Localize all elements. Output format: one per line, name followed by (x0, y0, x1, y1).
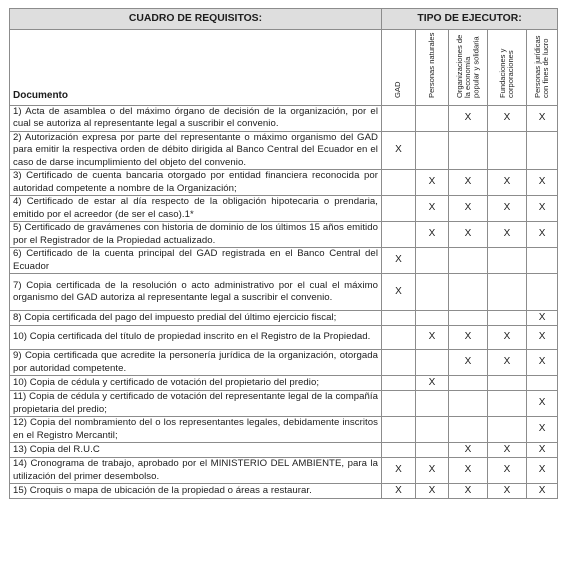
mark-personas-naturales (416, 443, 449, 458)
mark-personas-naturales: X (416, 458, 449, 484)
mark-personas-juridicas (527, 131, 558, 170)
requirement-description: 4) Certificado de estar al día respecto de la obligación hipotecaria o prendaria, emitido por el acreedor (de ser el caso).1* (10, 196, 382, 222)
requirement-description: 10) Copia de cédula y certificado de votación del propietario del predio; (10, 376, 382, 391)
table-row (10, 458, 558, 484)
mark-personas-juridicas: X (527, 458, 558, 484)
mark-personas-juridicas: X (527, 311, 558, 326)
table-row (10, 105, 558, 131)
mark-fundaciones (488, 417, 527, 443)
mark-personas-naturales (416, 311, 449, 326)
mark-personas-juridicas: X (527, 326, 558, 350)
mark-organizaciones (449, 274, 488, 311)
mark-personas-juridicas (527, 248, 558, 274)
mark-personas-juridicas: X (527, 105, 558, 131)
mark-gad (382, 326, 416, 350)
table-row (10, 170, 558, 196)
mark-personas-juridicas: X (527, 484, 558, 499)
mark-gad: X (382, 458, 416, 484)
mark-organizaciones: X (449, 443, 488, 458)
mark-organizaciones: X (449, 105, 488, 131)
mark-personas-naturales: X (416, 222, 449, 248)
table-row (10, 391, 558, 417)
mark-organizaciones (449, 311, 488, 326)
mark-personas-juridicas: X (527, 391, 558, 417)
mark-organizaciones: X (449, 458, 488, 484)
table-row (10, 274, 558, 311)
column-header-gad: GAD (382, 30, 416, 106)
mark-personas-naturales (416, 131, 449, 170)
mark-fundaciones: X (488, 326, 527, 350)
header-row (10, 9, 558, 30)
mark-personas-juridicas: X (527, 350, 558, 376)
table-row (10, 131, 558, 170)
requirements-table (9, 8, 558, 499)
mark-gad (382, 350, 416, 376)
mark-gad (382, 311, 416, 326)
mark-fundaciones (488, 311, 527, 326)
mark-personas-naturales: X (416, 484, 449, 499)
mark-organizaciones (449, 391, 488, 417)
mark-personas-juridicas: X (527, 196, 558, 222)
mark-personas-juridicas: X (527, 443, 558, 458)
requirement-description: 8) Copia certificada del pago del impuesto predial del último ejercicio fiscal; (10, 311, 382, 326)
mark-gad: X (382, 131, 416, 170)
table-row (10, 196, 558, 222)
table-row (10, 417, 558, 443)
requirement-description: 7) Copia certificada de la resolución o acto administrativo por el cual el máximo organismo del GAD autoriza al representante legal a suscribir el convenio. (10, 274, 382, 311)
column-header-personas-juridicas: Personas jurídicas con fines de lucro (527, 30, 558, 106)
mark-gad (382, 391, 416, 417)
mark-fundaciones: X (488, 350, 527, 376)
mark-personas-naturales: X (416, 326, 449, 350)
table-row (10, 350, 558, 376)
mark-organizaciones: X (449, 350, 488, 376)
mark-gad (382, 417, 416, 443)
mark-fundaciones: X (488, 458, 527, 484)
requirement-description: 12) Copia del nombramiento del o los representantes legales, debidamente inscritos en el Registro Mercantil; (10, 417, 382, 443)
mark-organizaciones (449, 248, 488, 274)
mark-personas-naturales: X (416, 376, 449, 391)
executor-type-heading: TIPO DE EJECUTOR: (382, 9, 558, 30)
requirement-description: 1) Acta de asamblea o del máximo órgano de decisión de la organización, por el cual se autoriza al representante legal a suscribir el convenio. (10, 105, 382, 131)
table-row (10, 484, 558, 499)
mark-personas-juridicas: X (527, 170, 558, 196)
table-row (10, 443, 558, 458)
mark-gad (382, 170, 416, 196)
mark-personas-juridicas (527, 274, 558, 311)
mark-fundaciones (488, 391, 527, 417)
mark-gad: X (382, 484, 416, 499)
mark-gad: X (382, 274, 416, 311)
mark-personas-naturales (416, 105, 449, 131)
column-header-organizaciones: Organizaciones de la economía popular y solidaria (449, 30, 488, 106)
mark-gad (382, 105, 416, 131)
mark-organizaciones: X (449, 326, 488, 350)
mark-fundaciones: X (488, 443, 527, 458)
mark-personas-naturales (416, 391, 449, 417)
mark-fundaciones (488, 131, 527, 170)
requirements-heading: CUADRO DE REQUISITOS: (10, 9, 382, 30)
mark-organizaciones: X (449, 222, 488, 248)
table-row (10, 222, 558, 248)
mark-organizaciones (449, 131, 488, 170)
mark-personas-naturales: X (416, 196, 449, 222)
requirement-description: 6) Certificado de la cuenta principal del GAD registrada en el Banco Central del Ecuador (10, 248, 382, 274)
requirement-description: 3) Certificado de cuenta bancaria otorgado por entidad financiera reconocida por autoridad competente a nombre de la Organización; (10, 170, 382, 196)
mark-gad (382, 196, 416, 222)
mark-organizaciones (449, 376, 488, 391)
mark-organizaciones: X (449, 170, 488, 196)
column-header-row (10, 30, 558, 106)
mark-fundaciones (488, 248, 527, 274)
mark-gad: X (382, 248, 416, 274)
mark-personas-naturales (416, 417, 449, 443)
mark-organizaciones: X (449, 484, 488, 499)
requirement-description: 9) Copia certificada que acredite la personería jurídica de la organización, otorgada por autoridad competente. (10, 350, 382, 376)
requirement-description: 2) Autorización expresa por parte del representante o máximo organismo del GAD para emitir la respectiva orden de débito dirigida al Banco Central del Ecuador en el caso de darse incumplimiento del objeto del convenio. (10, 131, 382, 170)
mark-personas-juridicas: X (527, 222, 558, 248)
mark-organizaciones: X (449, 196, 488, 222)
requirement-description: 15) Croquis o mapa de ubicación de la propiedad o áreas a restaurar. (10, 484, 382, 499)
column-header-fundaciones: Fundaciones y corporaciones (488, 30, 527, 106)
column-header-personas-naturales: Personas naturales (416, 30, 449, 106)
mark-gad (382, 222, 416, 248)
requirement-description: 10) Copia certificada del título de propiedad inscrito en el Registro de la Propiedad. (10, 326, 382, 350)
mark-fundaciones (488, 274, 527, 311)
table-row (10, 326, 558, 350)
mark-fundaciones: X (488, 170, 527, 196)
table-row (10, 376, 558, 391)
requirement-description: 14) Cronograma de trabajo, aprobado por el MINISTERIO DEL AMBIENTE, para la utilización del primer desembolso. (10, 458, 382, 484)
document-column-header: Documento (10, 30, 382, 106)
requirement-description: 5) Certificado de gravámenes con historia de dominio de los últimos 15 años emitido por el Registrador de la Propiedad actualizado. (10, 222, 382, 248)
mark-gad (382, 443, 416, 458)
mark-fundaciones: X (488, 222, 527, 248)
mark-fundaciones: X (488, 105, 527, 131)
mark-personas-naturales (416, 248, 449, 274)
mark-fundaciones (488, 376, 527, 391)
requirement-description: 13) Copia del R.U.C (10, 443, 382, 458)
mark-personas-juridicas: X (527, 417, 558, 443)
mark-personas-naturales: X (416, 170, 449, 196)
table-row (10, 248, 558, 274)
table-row (10, 311, 558, 326)
mark-gad (382, 376, 416, 391)
mark-fundaciones: X (488, 196, 527, 222)
requirement-description: 11) Copia de cédula y certificado de votación del representante legal de la compañía propietaria del predio; (10, 391, 382, 417)
mark-organizaciones (449, 417, 488, 443)
mark-personas-naturales (416, 350, 449, 376)
requirements-document (9, 8, 558, 499)
mark-personas-naturales (416, 274, 449, 311)
mark-fundaciones: X (488, 484, 527, 499)
mark-personas-juridicas (527, 376, 558, 391)
